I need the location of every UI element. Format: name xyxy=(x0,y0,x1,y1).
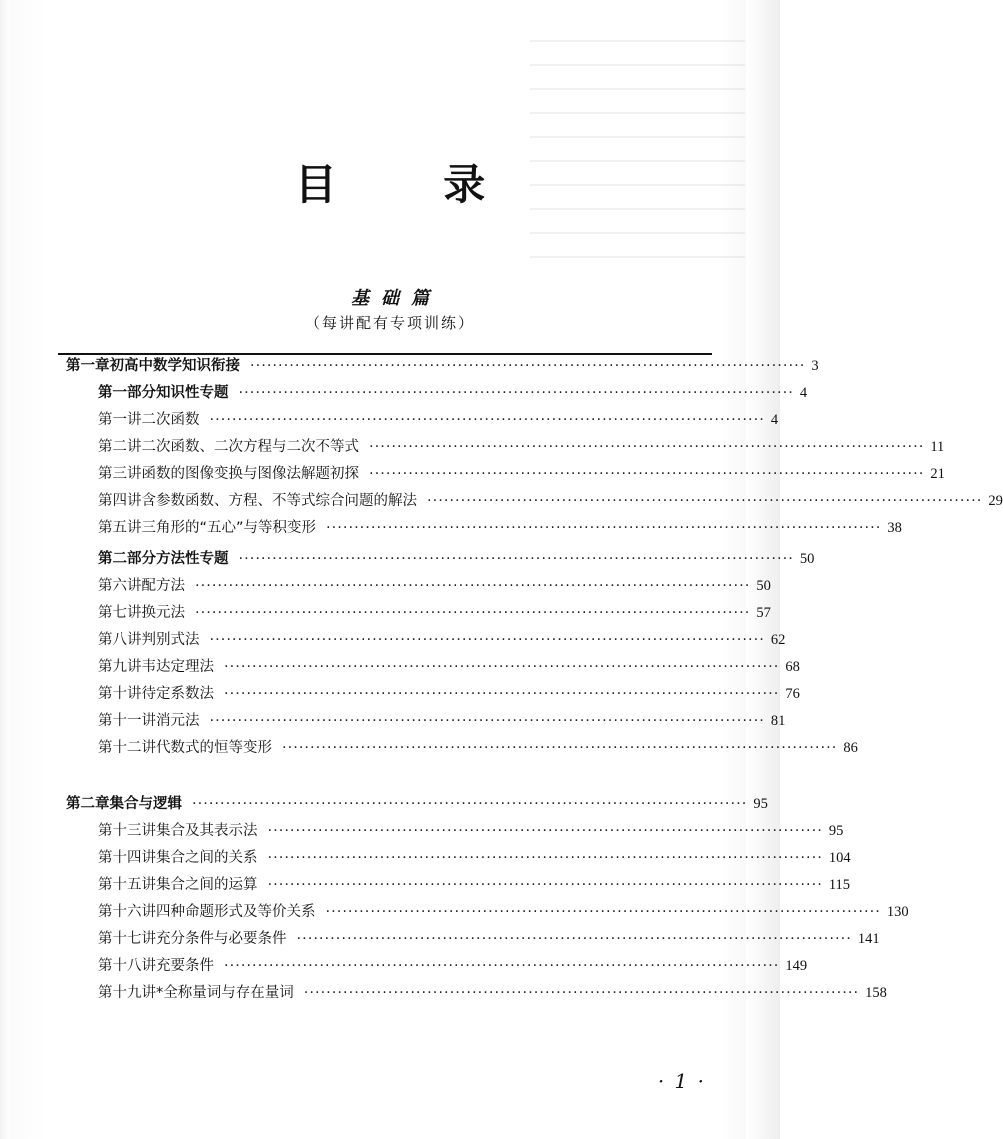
toc-entry-lecture-2[interactable] xyxy=(98,436,945,458)
entry-title: 待定系数法 xyxy=(141,686,214,702)
entry-number: 第十三讲 xyxy=(98,823,156,839)
dot-leader: ··································································································· xyxy=(427,493,983,509)
section-subtitle: （每讲配有专项训练） xyxy=(304,314,475,332)
toc-entry-lecture-1[interactable] xyxy=(98,409,779,431)
toc-entry-lecture-7[interactable] xyxy=(98,602,771,624)
entry-page: 115 xyxy=(828,877,851,893)
entry-title: 韦达定理法 xyxy=(141,659,214,675)
entry-page: 86 xyxy=(843,740,858,756)
entry-title: 集合之间的运算 xyxy=(156,877,258,893)
dot-leader: ··································································································· xyxy=(195,578,751,594)
entry-number: 第十五讲 xyxy=(98,877,156,893)
entry-page: 158 xyxy=(865,985,887,1001)
entry-number: 第四讲 xyxy=(98,493,142,509)
toc-entry-lecture-5[interactable] xyxy=(98,517,902,539)
dot-leader: ··································································································· xyxy=(224,686,780,702)
entry-page: 130 xyxy=(886,904,909,920)
toc-entry-lecture-13[interactable] xyxy=(98,820,844,842)
page-title: 目 录 xyxy=(294,160,532,209)
entry-number: 第十六讲 xyxy=(98,904,156,920)
entry-number: 第二章 xyxy=(66,796,110,812)
entry-title: 充要条件 xyxy=(156,958,214,974)
entry-page: 11 xyxy=(930,439,945,455)
entry-page: 38 xyxy=(887,520,902,536)
entry-number: 第十七讲 xyxy=(98,931,156,947)
entry-number: 第二讲 xyxy=(98,439,142,455)
dot-leader: ··································································································· xyxy=(267,850,823,866)
dot-leader: ··································································································· xyxy=(224,659,780,675)
dot-leader: ··································································································· xyxy=(303,985,860,1001)
entry-number: 第十四讲 xyxy=(98,850,156,866)
entry-page: 104 xyxy=(828,850,851,866)
dot-leader: ··································································································· xyxy=(369,466,925,482)
entry-page: 4 xyxy=(770,412,779,428)
entry-title: 三角形的“五心”与等积变形 xyxy=(141,520,317,536)
page-number: · 1 · xyxy=(657,1069,706,1093)
toc-entry-lecture-6[interactable] xyxy=(98,575,771,597)
dot-leader: ··································································································· xyxy=(267,877,823,893)
entry-page: 50 xyxy=(799,551,815,567)
toc-entry-lecture-12[interactable] xyxy=(98,737,858,759)
entry-title: 含参数函数、方程、不等式综合问题的解法 xyxy=(141,493,417,509)
entry-page: 4 xyxy=(799,385,808,401)
section-title: 基础篇 xyxy=(351,288,441,309)
entry-page: 62 xyxy=(770,632,786,648)
dot-leader: ··································································································· xyxy=(282,740,838,756)
entry-number: 第三讲 xyxy=(98,466,142,482)
entry-title: 配方法 xyxy=(141,578,185,594)
toc-entry-chapter-1[interactable] xyxy=(66,355,819,377)
entry-page: 81 xyxy=(770,713,786,729)
dot-leader: ··································································································· xyxy=(369,439,925,455)
entry-title: 二次函数、二次方程与二次不等式 xyxy=(141,439,359,455)
entry-page: 95 xyxy=(828,823,844,839)
entry-page: 76 xyxy=(785,686,800,702)
toc-entry-part-1[interactable] xyxy=(98,382,808,404)
entry-title: 换元法 xyxy=(141,605,185,621)
dot-leader: ··································································································· xyxy=(238,385,794,401)
entry-page: 95 xyxy=(753,796,768,812)
entry-number: 第五讲 xyxy=(98,520,142,536)
toc-entry-lecture-3[interactable] xyxy=(98,463,945,485)
entry-number: 第九讲 xyxy=(98,659,142,675)
entry-number: 第十二讲 xyxy=(98,740,156,756)
entry-title: 集合之间的关系 xyxy=(156,850,258,866)
entry-number: 第七讲 xyxy=(98,605,142,621)
entry-title: 知识性专题 xyxy=(156,385,229,401)
entry-title: 方法性专题 xyxy=(156,551,229,567)
entry-number: 第八讲 xyxy=(98,632,142,648)
entry-number: 第一章 xyxy=(66,358,110,374)
entry-page: 3 xyxy=(811,358,819,374)
toc-entry-lecture-9[interactable] xyxy=(98,656,800,678)
toc-entry-lecture-16[interactable] xyxy=(98,901,909,923)
dot-leader: ··································································································· xyxy=(250,358,806,374)
dot-leader: ··································································································· xyxy=(209,713,765,729)
toc-entry-lecture-8[interactable] xyxy=(98,629,786,651)
entry-number: 第十八讲 xyxy=(98,958,156,974)
entry-title: 二次函数 xyxy=(141,412,200,428)
dot-leader: ··································································································· xyxy=(296,931,852,947)
entry-number: 第一讲 xyxy=(98,412,142,428)
toc-entry-chapter-2[interactable] xyxy=(66,793,768,815)
toc-entry-lecture-10[interactable] xyxy=(98,683,800,705)
dot-leader: ··································································································· xyxy=(209,632,765,648)
entry-title: 初高中数学知识衔接 xyxy=(109,358,240,374)
dot-leader: ··································································································· xyxy=(195,605,751,621)
entry-page: 50 xyxy=(756,578,771,594)
dot-leader: ··································································································· xyxy=(192,796,748,812)
entry-page: 29 xyxy=(988,493,1003,509)
dot-leader: ··································································································· xyxy=(326,520,882,536)
entry-page: 21 xyxy=(930,466,945,482)
entry-number: 第六讲 xyxy=(98,578,142,594)
entry-title: 代数式的恒等变形 xyxy=(156,740,272,756)
entry-title: 四种命题形式及等价关系 xyxy=(156,904,316,920)
entry-page: 57 xyxy=(756,605,771,621)
toc-entry-lecture-19[interactable] xyxy=(98,982,887,1004)
toc-entry-lecture-4[interactable] xyxy=(98,490,1003,512)
entry-number: 第十九讲* xyxy=(98,985,164,1001)
toc-entry-lecture-17[interactable] xyxy=(98,928,880,950)
entry-number: 第二部分 xyxy=(98,551,156,567)
entry-page: 149 xyxy=(785,958,808,974)
entry-title: 充分条件与必要条件 xyxy=(156,931,287,947)
entry-number: 第一部分 xyxy=(98,385,156,401)
dot-leader: ··································································································· xyxy=(224,958,780,974)
toc-entry-lecture-15[interactable] xyxy=(98,874,851,896)
toc-entry-lecture-11[interactable] xyxy=(98,710,786,732)
dot-leader: ··································································································· xyxy=(325,904,881,920)
entry-title: 集合与逻辑 xyxy=(109,796,182,812)
entry-title: 消元法 xyxy=(156,713,200,729)
entry-page: 68 xyxy=(785,659,800,675)
entry-title: 函数的图像变换与图像法解题初探 xyxy=(141,466,359,482)
toc-entry-lecture-14[interactable] xyxy=(98,847,851,869)
entry-page: 141 xyxy=(857,931,880,947)
entry-number: 第十讲 xyxy=(98,686,142,702)
entry-title: 全称量词与存在量词 xyxy=(163,985,294,1001)
entry-number: 第十一讲 xyxy=(98,713,156,729)
entry-title: 集合及其表示法 xyxy=(156,823,258,839)
entry-title: 判别式法 xyxy=(141,632,200,648)
toc-entry-part-2[interactable] xyxy=(98,548,815,570)
toc-entry-lecture-18[interactable] xyxy=(98,955,808,977)
dot-leader: ··································································································· xyxy=(267,823,823,839)
dot-leader: ··································································································· xyxy=(209,412,765,428)
dot-leader: ··································································································· xyxy=(238,551,794,567)
